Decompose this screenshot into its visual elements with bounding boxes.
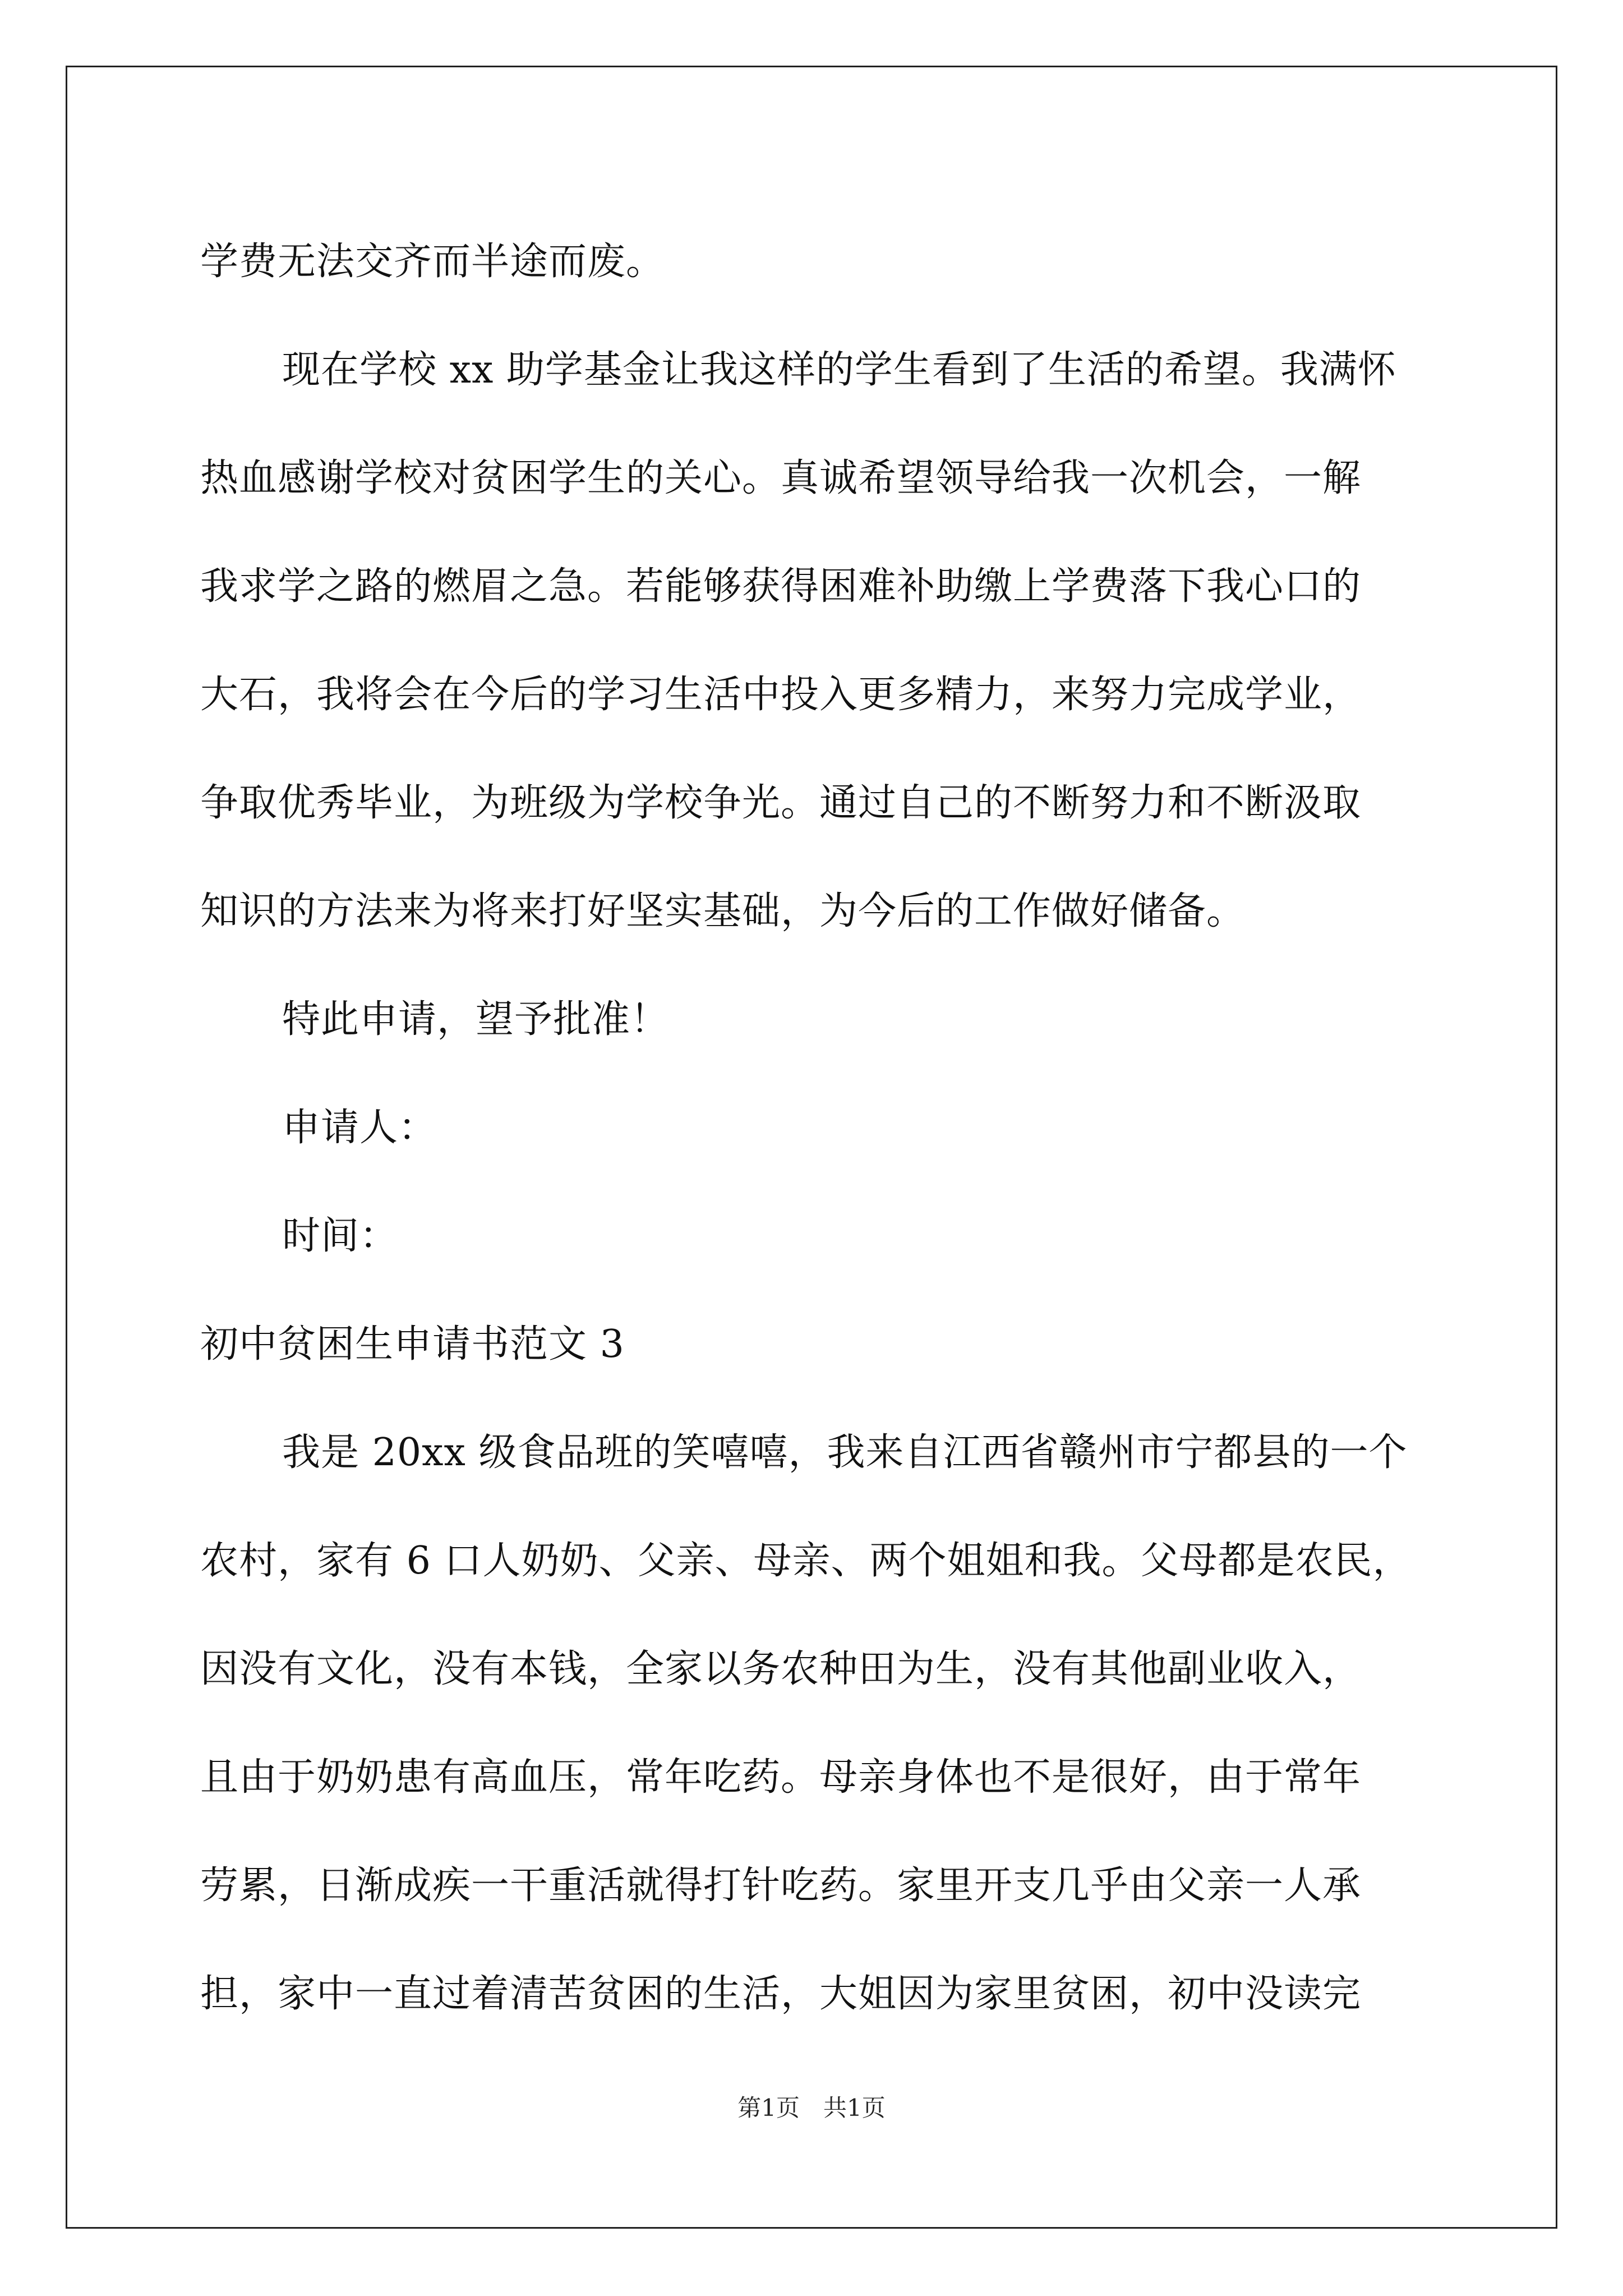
text-line: 知识的方法来为将来打好坚实基础，为今后的工作做好储备。 <box>200 889 1246 933</box>
text-line: 我求学之路的燃眉之急。若能够获得困难补助缴上学费落下我心口的 <box>200 564 1362 609</box>
text-line: 现在学校 xx 助学基金让我这样的学生看到了生活的希望。我满怀 <box>282 348 1396 392</box>
text-line: 农村，家有 6 口人奶奶、父亲、母亲、两个姐姐和我。父母都是农民， <box>200 1539 1412 1583</box>
applicant-label: 申请人： <box>282 1106 437 1150</box>
text-line: 担，家中一直过着清苦贫困的生活，大姐因为家里贫困，初中没读完 <box>200 1972 1362 2016</box>
text-line: 学费无法交齐而半途而废。 <box>200 240 665 284</box>
text-line: 争取优秀毕业，为班级为学校争光。通过自己的不断努力和不断汲取 <box>200 781 1362 825</box>
text-line: 劳累，日渐成疾一干重活就得打针吃药。家里开支几乎由父亲一人承 <box>200 1864 1362 1908</box>
closing-request: 特此申请，望予批准！ <box>282 997 670 1042</box>
text-line: 大石，我将会在今后的学习生活中投入更多精力，来努力完成学业， <box>200 673 1362 717</box>
text-line: 我是 20xx 级食品班的笑嘻嘻，我来自江西省赣州市宁都县的一个 <box>282 1430 1408 1475</box>
date-label: 时间： <box>282 1214 399 1258</box>
text-line: 且由于奶奶患有高血压，常年吃药。母亲身体也不是很好，由于常年 <box>200 1755 1362 1800</box>
text-line: 热血感谢学校对贫困学生的关心。真诚希望领导给我一次机会，一解 <box>200 456 1362 500</box>
page-footer: 第1页 共1页 <box>737 2094 886 2122</box>
document-body <box>200 208 1484 2048</box>
section-heading: 初中贫困生申请书范文 3 <box>200 1322 625 1366</box>
text-line: 因没有文化，没有本钱，全家以务农种田为生，没有其他副业收入， <box>200 1647 1362 1691</box>
